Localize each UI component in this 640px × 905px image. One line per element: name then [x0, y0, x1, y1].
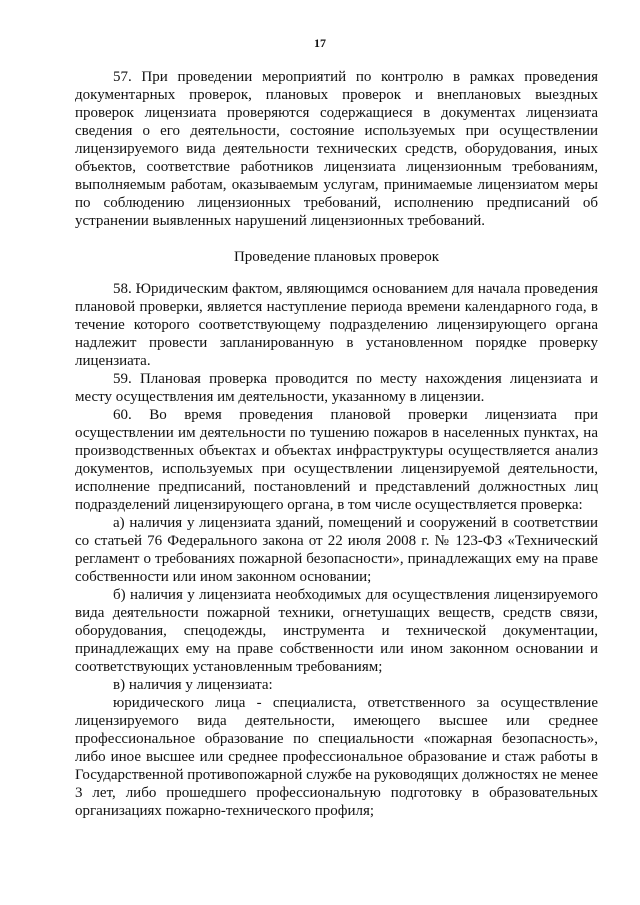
paragraph-57: 57. При проведении мероприятий по контролю в рамках проведения документарных проверок, плановых проверок и внеплановых выездных проверок лицензиата проверяются содержащиеся в документах лицензиата сведения о его деятельности, состояние используемых при осуществлении лицензируемого вида деятельности технических средств, оборудования, иных объектов, соответствие работников лицензиата лицензионным требованиям, выполняемым работам, оказываемым услугам, принимаемые лицензиатом меры по соблюдению лицензионных требований, исполнению предписаний об устранении выявленных нарушений лицензионных требований.: [75, 69, 598, 229]
paragraph-58: 58. Юридическим фактом, являющимся основанием для начала проведения плановой проверки, является наступление периода времени календарного года, в течение которого соответствующему подразделению лицензирующего органа надлежит провести запланированную в установленном порядке проверку лицензиата.: [75, 281, 598, 369]
subparagraph-b: б) наличия у лицензиата необходимых для осуществления лицензируемого вида деятельности пожарной техники, огнетушащих веществ, средств связи, оборудования, спецодежды, инструмента и технической документации, принадлежащих ему на праве собственности или ином законном основании и соответствующих установленным требованиям;: [75, 587, 598, 675]
paragraph-60: 60. Во время проведения плановой проверки лицензиата при осуществлении им деятельности по тушению пожаров в населенных пунктах, на производственных объектах и объектах инфраструктуры осуществляется анализ документов, используемых при осуществлении лицензируемой деятельности, исполнение предписаний, постановлений и представлений должностных лиц подразделений лицензирующего органа, в том числе осуществляется проверка:: [75, 407, 598, 513]
subparagraph-v: в) наличия у лицензиата:: [113, 677, 273, 693]
paragraph-59: 59. Плановая проверка проводится по месту нахождения лицензиата и месту осуществления им деятельности, указанному в лицензии.: [75, 371, 598, 405]
document-body: [75, 68, 598, 820]
subparagraph-a: а) наличия у лицензиата зданий, помещений и сооружений в соответствии со статьей 76 Федерального закона от 22 июля 2008 г. № 123-ФЗ «Технический регламент о требованиях пожарной безопасности», принадлежащих ему на праве собственности или ином законном основании;: [75, 515, 598, 585]
page-number: 17: [314, 36, 326, 50]
subparagraph-v-item-1: юридического лица - специалиста, ответственного за осуществление лицензируемого вида деятельности, имеющего высшее или среднее профессиональное образование по специальности «пожарная безопасность», либо иное высшее или среднее профессиональное образование и стаж работы в Государственной противопожарной службе на руководящих должностях не менее 3 лет, либо прошедшего профессиональную подготовку в образовательных организациях пожарно-технического профиля;: [75, 695, 599, 819]
section-heading: Проведение плановых проверок: [233, 249, 440, 265]
